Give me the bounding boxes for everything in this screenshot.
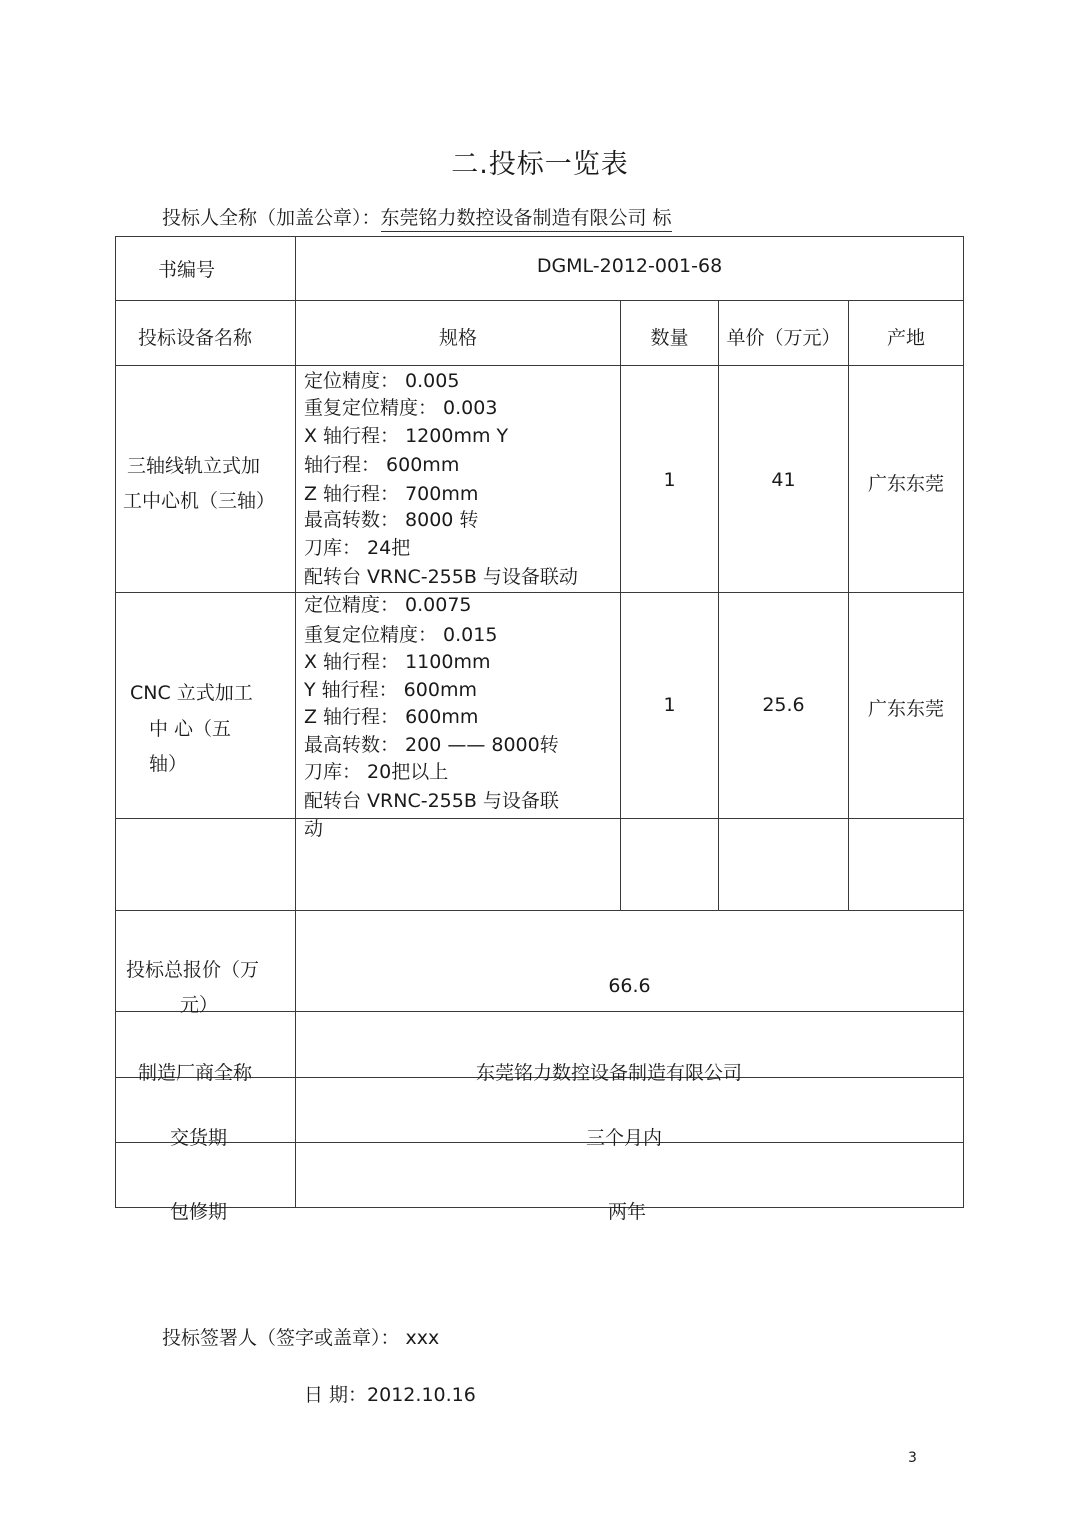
manufacturer-label: 制造厂商全称 xyxy=(138,1062,253,1084)
bidder-name: 东莞铭力数控设备制造有限公司 标 xyxy=(381,207,672,232)
spec-line: Z 轴行程： 600mm xyxy=(304,706,479,728)
date-line xyxy=(304,1380,476,1407)
spec-line: 配转台 VRNC-255B 与设备联 xyxy=(304,790,559,812)
page-number: 3 xyxy=(908,1450,917,1466)
spec-line: Y 轴行程： 600mm xyxy=(304,679,477,701)
header-equipment: 投标设备名称 xyxy=(138,327,253,349)
table-line xyxy=(115,910,964,911)
qty-value: 1 xyxy=(663,469,676,491)
spec-line: 定位精度： 0.005 xyxy=(304,370,460,392)
total-label-line: 投标总报价（万 xyxy=(126,959,260,981)
date-value: 2012.10.16 xyxy=(367,1384,476,1406)
delivery-value: 三个月内 xyxy=(586,1127,663,1149)
spec-line: X 轴行程： 1100mm xyxy=(304,651,491,673)
table-line xyxy=(620,300,621,910)
signatory-line: 投标签署人（签字或盖章）： xxx xyxy=(162,1327,440,1349)
spec-line: 配转台 VRNC-255B 与设备联动 xyxy=(304,566,578,588)
equipment-name-line: CNC 立式加工 xyxy=(130,682,253,704)
table-line xyxy=(295,236,296,1207)
book-no-value: DGML-2012-001-68 xyxy=(536,255,723,277)
table-line xyxy=(115,1207,964,1208)
total-value: 66.6 xyxy=(608,975,651,997)
spec-line: 刀库： 24把 xyxy=(304,537,411,559)
spec-line: 最高转数： 200 —— 8000转 xyxy=(304,734,559,756)
table-line xyxy=(115,818,964,819)
price-value: 41 xyxy=(771,469,796,491)
book-no-label: 书编号 xyxy=(158,259,216,281)
warranty-label: 包修期 xyxy=(170,1201,228,1223)
table-line xyxy=(115,592,964,593)
table-line xyxy=(115,236,964,237)
spec-line: 最高转数： 8000 转 xyxy=(304,509,479,531)
equipment-name-line: 轴） xyxy=(149,753,188,775)
manufacturer-value: 东莞铭力数控设备制造有限公司 xyxy=(476,1062,743,1084)
equipment-name-line: 中 心（五 xyxy=(149,718,232,740)
table-line xyxy=(115,1011,964,1012)
spec-line: 刀库： 20把以上 xyxy=(304,761,449,783)
warranty-value: 两年 xyxy=(608,1201,647,1223)
table-line xyxy=(718,300,719,910)
spec-line: 重复定位精度： 0.015 xyxy=(304,624,498,646)
spec-line: Z 轴行程： 700mm xyxy=(304,483,479,505)
spec-line: 定位精度： 0.0075 xyxy=(304,594,472,616)
table-line xyxy=(848,300,849,910)
qty-value: 1 xyxy=(663,694,676,716)
header-spec: 规格 xyxy=(438,327,477,349)
spec-line: X 轴行程： 1200mm Y xyxy=(304,425,509,447)
equipment-name-line: 工中心机（三轴） xyxy=(123,490,276,512)
origin-value: 广东东莞 xyxy=(867,698,944,720)
bidder-line xyxy=(162,203,672,230)
bidder-label: 投标人全称（加盖公章）： xyxy=(162,207,381,229)
delivery-label: 交货期 xyxy=(170,1127,228,1149)
origin-value: 广东东莞 xyxy=(867,473,944,495)
header-qty: 数量 xyxy=(650,327,689,349)
spec-line: 轴行程： 600mm xyxy=(304,454,460,476)
table-line xyxy=(963,236,964,1207)
date-label: 日 期： xyxy=(304,1384,368,1406)
table-line xyxy=(115,365,964,366)
table-line xyxy=(115,300,964,301)
spec-line: 动 xyxy=(304,818,324,840)
price-value: 25.6 xyxy=(762,694,805,716)
page-title: 二.投标一览表 xyxy=(451,149,629,180)
header-price: 单价（万元） xyxy=(726,327,841,349)
equipment-name-line: 三轴线轨立式加 xyxy=(127,455,261,477)
spec-line: 重复定位精度： 0.003 xyxy=(304,397,498,419)
header-origin: 产地 xyxy=(886,327,925,349)
table-line xyxy=(115,1142,964,1143)
table-line xyxy=(115,236,116,1207)
total-label-line: 元） xyxy=(180,994,219,1016)
